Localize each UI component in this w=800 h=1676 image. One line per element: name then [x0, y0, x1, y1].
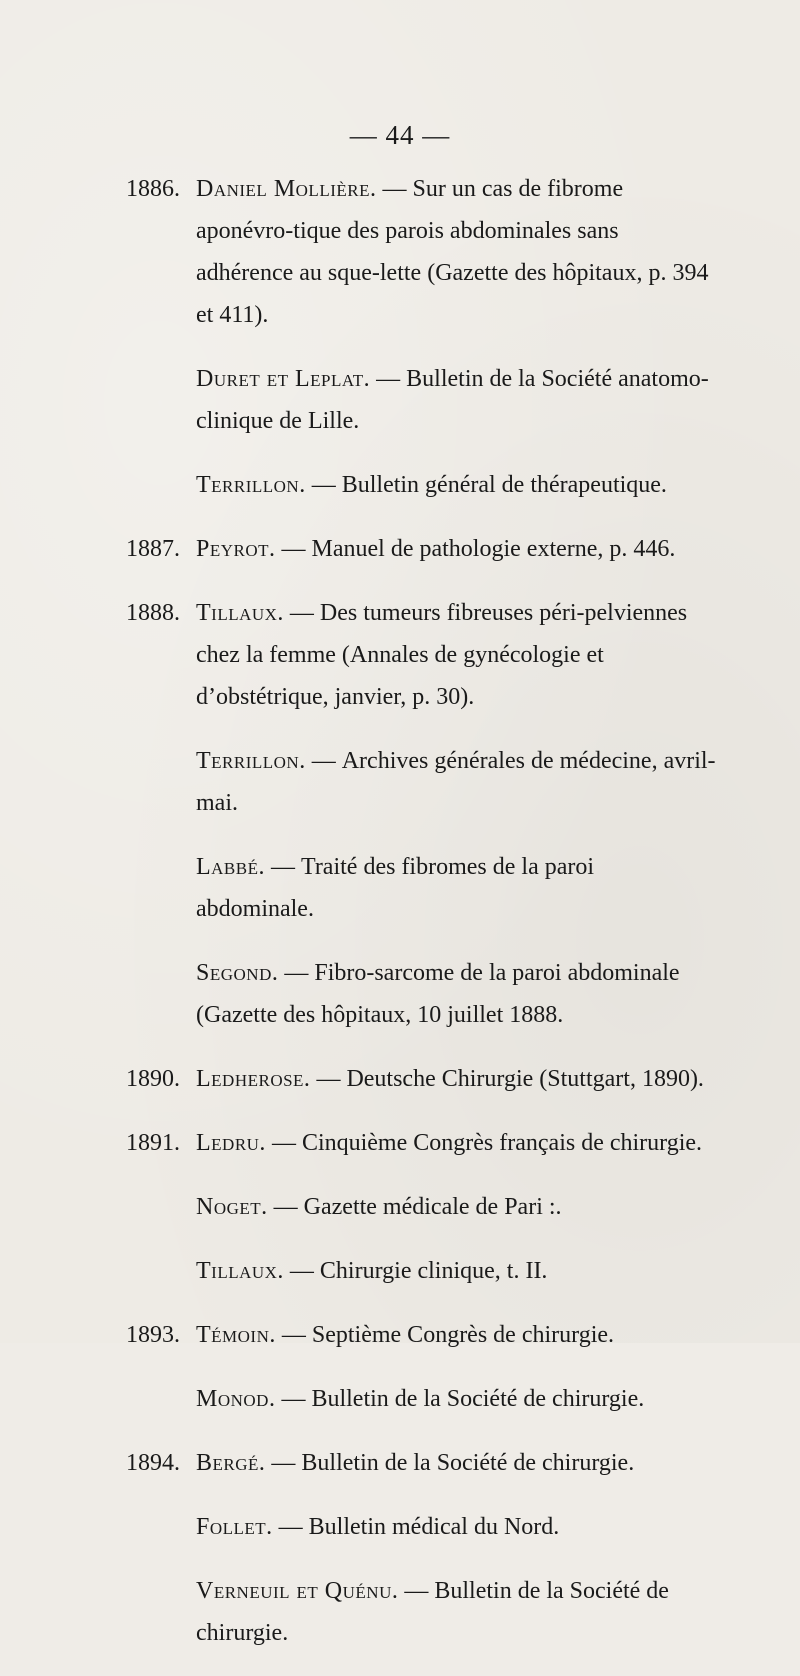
entry-author: Terrillon. [196, 748, 306, 774]
entry-author: Labbé. [196, 854, 265, 880]
entry-author: Noget. [196, 1194, 268, 1220]
entry-author: Ledherose. [196, 1066, 311, 1092]
bibliography-entry: Segond. — Fibro-sarcome de la paroi abdominale (Gazette des hôpitaux, 10 juillet 1888. [196, 960, 680, 1028]
entry-year: 1894. [126, 1450, 180, 1476]
entry-author: Duret et Leplat. [196, 366, 371, 392]
entry-author: Daniel Mollière. [196, 176, 377, 202]
entry-author: Ledru. [196, 1130, 266, 1156]
entry-text: Traité des fibromes de la paroi abdominale. [196, 854, 595, 922]
bibliography-entry: Follet. — Bulletin médical du Nord. [196, 1514, 560, 1540]
bibliography-entry: Duret et Leplat. — Bulletin de la Société anatomo-clinique de Lille. [196, 366, 709, 434]
bibliography-entry: 1894. Bergé. — Bulletin de la Société de chirurgie. [0, 1442, 800, 1484]
entry-text: Fibro-sarcome de la paroi abdominale (Gazette des hôpitaux, 10 juillet 1888. [196, 960, 680, 1028]
entry-text: Des tumeurs fibreuses péri-pelviennes chez la femme (Annales de gynécologie et d’obstétrique, janvier, p. 30). [196, 600, 688, 710]
entry-year: 1893. [126, 1322, 180, 1348]
entry-text: Cinquième Congrès français de chirurgie. [301, 1130, 703, 1156]
entry-text: Bulletin de la Société de chirurgie. [196, 1578, 669, 1646]
entry-year: 1886. [126, 176, 180, 202]
entry-text: Bulletin de la Société de chirurgie. [301, 1450, 635, 1476]
bibliography-entry: Monod. — Bulletin de la Société de chirurgie. [196, 1386, 645, 1412]
bibliography-entry: Terrillon. — Bulletin général de thérapeutique. [196, 472, 667, 498]
entry-author: Verneuil et Quénu. [196, 1578, 399, 1604]
bibliography-entry: Terrillon. — Archives générales de médecine, avril-mai. [196, 748, 716, 816]
bibliography-entry: Labbé. — Traité des fibromes de la paroi abdominale. [196, 854, 595, 922]
entry-text: Bulletin médical du Nord. [308, 1514, 560, 1540]
bibliography-entry: Noget. — Gazette médicale de Pari :. [196, 1194, 562, 1220]
entry-author: Monod. [196, 1386, 276, 1412]
entry-text: Manuel de pathologie externe, p. 446. [311, 536, 676, 562]
bibliography-entry: Verneuil et Quénu. — Bulletin de la Société de chirurgie. [196, 1578, 669, 1646]
entry-author: Segond. [196, 960, 279, 986]
bibliography-entry: 1887. Peyrot. — Manuel de pathologie externe, p. 446. [0, 528, 800, 570]
entry-year: 1891. [126, 1130, 180, 1156]
bibliography-entry: Tillaux. — Chirurgie clinique, t. II. [196, 1258, 548, 1284]
entry-text: Bulletin général de thérapeutique. [341, 472, 667, 498]
page-number: — 44 — [349, 120, 451, 150]
entry-text: Bulletin de la Société anatomo-clinique de Lille. [196, 366, 709, 434]
entry-author: Témoin. [196, 1322, 276, 1348]
entry-year: 1887. [126, 536, 180, 562]
bibliography-entry: 1888. Tillaux. — Des tumeurs fibreuses péri-pelviennes chez la femme (Annales de gynécologie et d’obstétrique, janvier, p. 30). [0, 592, 800, 718]
entry-text: Septième Congrès de chirurgie. [311, 1322, 615, 1348]
entry-text: Gazette médicale de Pari :. [303, 1194, 562, 1220]
bibliography-entry: 1893. Témoin. — Septième Congrès de chirurgie. [0, 1314, 800, 1356]
entry-text: Bulletin de la Société de chirurgie. [311, 1386, 645, 1412]
bibliography-entry: 1890. Ledherose. — Deutsche Chirurgie (Stuttgart, 1890). [0, 1058, 800, 1100]
entry-author: Peyrot. [196, 536, 276, 562]
entry-text: Archives générales de médecine, avril-mai. [196, 748, 716, 816]
entry-text: Chirurgie clinique, t. II. [319, 1258, 548, 1284]
bibliography-list [0, 168, 800, 1676]
entry-author: Follet. [196, 1514, 273, 1540]
bibliography-entry: 1891. Ledru. — Cinquième Congrès français de chirurgie. [0, 1122, 800, 1164]
entry-text: Sur un cas de fibrome aponévro-tique des parois abdominales sans adhérence au sque-lette (Gazette des hôpitaux, p. 394 et 411). [196, 176, 709, 328]
entry-author: Tillaux. [196, 1258, 284, 1284]
entry-year: 1888. [126, 600, 180, 626]
entry-text: Deutsche Chirurgie (Stuttgart, 1890). [346, 1066, 704, 1092]
entry-author: Terrillon. [196, 472, 306, 498]
entry-author: Tillaux. [196, 600, 284, 626]
bibliography-entry: 1886. Daniel Mollière. — Sur un cas de fibrome aponévro-tique des parois abdominales sans adhérence au sque-lette (Gazette des hôpitaux, p. 394 et 411). [0, 168, 800, 336]
entry-author: Bergé. [196, 1450, 266, 1476]
entry-year: 1890. [126, 1066, 180, 1092]
